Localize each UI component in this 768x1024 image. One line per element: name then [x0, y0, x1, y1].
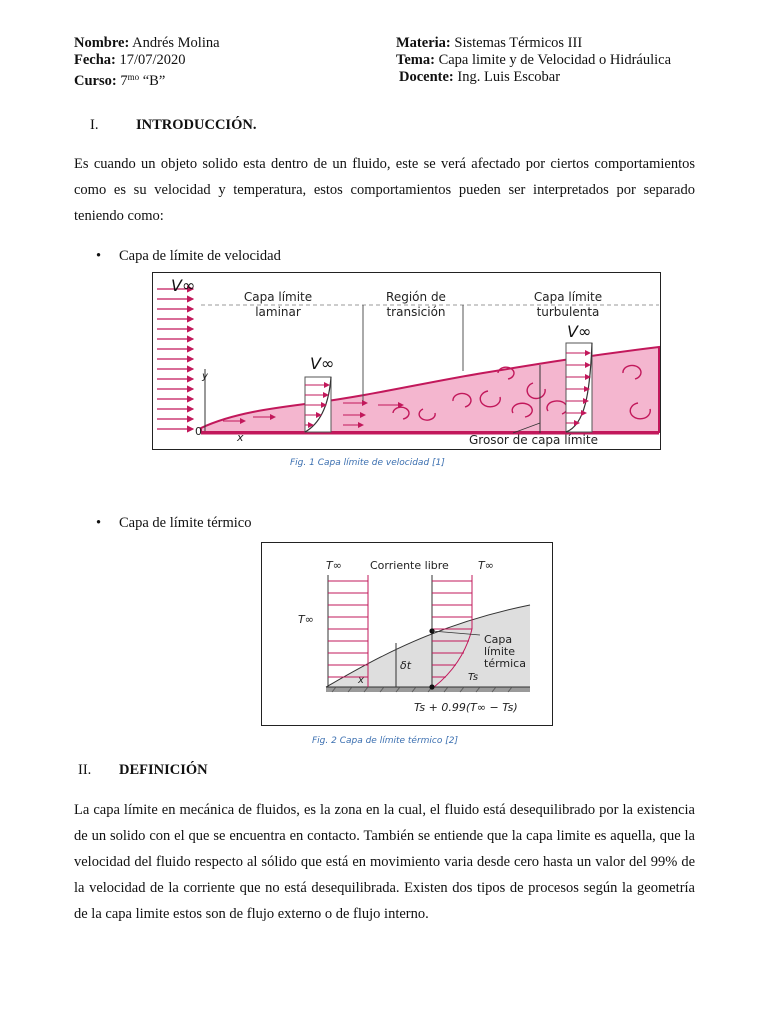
laminar-label-2: laminar	[255, 305, 301, 319]
t-inf-left-label: T∞	[326, 559, 342, 572]
intro-paragraph: Es cuando un objeto solido esta dentro de un fluido, este se verá afectado por ciertos comportamientos como es su velocidad y temperatura, estos comportamientos pueden ser interpretados por separado teniendo como:	[74, 156, 695, 224]
header-subject: Materia: Sistemas Térmicos III	[396, 35, 583, 51]
header-name: Nombre: Andrés Molina	[74, 35, 220, 51]
formula-label: Ts + 0.99(T∞ − Ts)	[414, 701, 518, 714]
turbulent-label-2: turbulenta	[536, 305, 600, 319]
ts-label: Ts	[468, 672, 479, 683]
thermal-label-1: Capa	[484, 633, 513, 646]
transition-label-1: Región de	[386, 290, 446, 304]
figure-thermal-boundary-layer	[261, 542, 553, 726]
v-inf-laminar-label: V∞	[310, 354, 335, 373]
turbulent-label-1: Capa límite	[533, 290, 603, 304]
definition-paragraph: La capa límite en mecánica de fluidos, es la zona en la cual, el fluido está desequilibrado por la existencia de un solido con el que se encuentra en contacto. También se entiende que la capa limite es aquella, que la velocidad del fluido respecto al sólido que está en movimiento varia desde cero hasta un valor del 99% de la velocidad de la corriente que no está desequilibrada. Existen dos tipos de procesos según la geometría de la capa limite estos son de flujo externo o de flujo interno.	[74, 802, 695, 922]
v-inf-turbulent-label: V∞	[567, 322, 592, 341]
t-inf-side-label: T∞	[298, 613, 314, 626]
free-stream-label: Corriente libre	[370, 559, 449, 572]
header-topic: Tema: Capa limite y de Velocidad o Hidráulica	[396, 52, 672, 68]
thickness-label: Grosor de capa límite	[469, 433, 598, 447]
transition-label-2: transición	[386, 305, 446, 319]
thermal-label-2: límite	[484, 645, 515, 658]
section-heading-intro: I. INTRODUCCIÓN.	[90, 117, 257, 133]
velocity-diagram	[153, 273, 660, 449]
v-inf-label: V∞	[171, 276, 196, 295]
bullet-velocity: • Capa de límite de velocidad	[96, 248, 281, 264]
thermal-diagram	[262, 543, 552, 725]
section-heading-definition: II. DEFINICIÓN	[78, 762, 208, 778]
thermal-label-3: térmica	[484, 657, 526, 670]
header-course: Curso: $7^{mo}$ “B”	[74, 72, 166, 89]
x-axis-label: x	[237, 431, 244, 444]
origin-label: 0	[195, 425, 202, 438]
bullet-thermal: • Capa de límite térmico	[96, 515, 252, 531]
t-inf-right-label: T∞	[478, 559, 494, 572]
x-label: x	[358, 675, 364, 686]
delta-label: δt	[400, 659, 412, 672]
figure-velocity-boundary-layer	[152, 272, 661, 450]
header-date: Fecha: 17/07/2020	[74, 52, 186, 68]
y-axis-label: y	[202, 371, 208, 382]
laminar-label-1: Capa límite	[243, 290, 313, 304]
figure2-caption: Fig. 2 Capa de límite térmico [2]	[312, 736, 458, 746]
header-teacher: Docente: Ing. Luis Escobar	[399, 69, 561, 85]
header-right	[396, 35, 671, 86]
figure1-caption: Fig. 1 Capa límite de velocidad [1]	[290, 458, 445, 468]
header-left	[74, 35, 220, 90]
